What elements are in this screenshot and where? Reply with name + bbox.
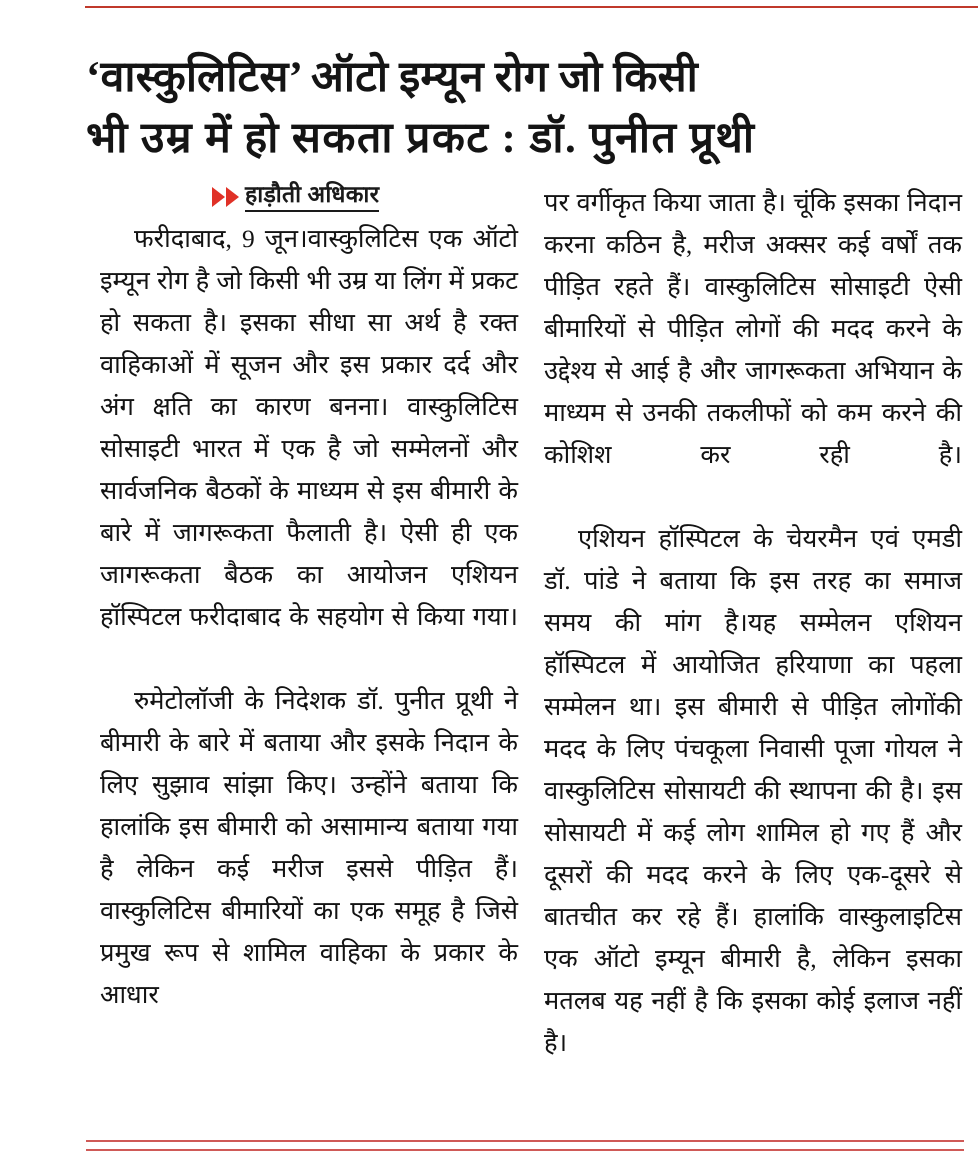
page-title [86, 47, 966, 169]
headline-line-2: भी उम्र में हो सकता प्रकट : डॉ. पुनीत प्रूथी [86, 114, 756, 162]
bottom-rule-divider [86, 1140, 964, 1151]
article-column-left [100, 182, 518, 1122]
article-paragraph: एशियन हॉस्पिटल के चेयरमैन एवं एमडी डॉ. पांडे ने बताया कि इस तरह का समाज समय की मांग है।यह सम्मेलन एशियन हॉस्पिटल में आयोजित हरियाणा का पहला सम्मेलन था। इस बीमारी से पीड़ित लोगोंकी मदद के लिए पंचकूला निवासी पूजा गोयल ने वास्कुलिटिस सोसायटी की स्थापना की है। इस सोसायटी में कई लोग शामिल हो गए हैं और दूसरों की मदद करने के लिए एक-दूसरे से बातचीत कर रहे हैं। हालांकि वास्कुलाइटिस एक ऑटो इम्यून बीमारी है, लेकिन इसका मतलब यह नहीं है कि इसका कोई इलाज नहीं है। [544, 524, 962, 1057]
byline-label: हाड़ौती अधिकार [245, 182, 379, 212]
double-triangle-right-icon [212, 187, 239, 207]
article-paragraph: रुमेटोलॉजी के निदेशक डॉ. पुनीत प्रूथी ने बीमारी के बारे में बताया और इसके निदान के लिए सुझाव सांझा किए। उन्होंने बताया कि हालांकि इस बीमारी को असामान्य बताया गया है लेकिन कई मरीज इससे पीड़ित हैं। वास्कुलिटिस बीमारियों का एक समूह है जिसे प्रमुख रूप से शामिल वाहिका के प्रकार के आधार [100, 686, 518, 1009]
article-column-right [544, 182, 962, 1122]
byline [212, 182, 518, 212]
article-paragraph: फरीदाबाद, 9 जून।वास्कुलिटिस एक ऑटो इम्यून रोग है जो किसी भी उम्र या लिंग में प्रकट हो सकता है। इसका सीधा सा अर्थ है रक्त वाहिकाओं में सूजन और इस प्रकार दर्द और अंग क्षति का कारण बनना। वास्कुलिटिस सोसाइटी भारत में एक है जो सम्मेलनों और सार्वजनिक बैठकों के माध्यम से इस बीमारी के बारे में जागरूकता फैलाती है। ऐसी ही एक जागरूकता बैठक का आयोजन एशियन हॉस्पिटल फरीदाबाद के सहयोग से किया गया। [100, 224, 518, 631]
headline-line-1: ‘वास्कुलिटिस’ ऑटो इम्यून रोग जो किसी [86, 53, 698, 101]
top-rule-divider [85, 6, 978, 8]
article-columns [100, 182, 962, 1122]
article-paragraph: पर वर्गीकृत किया जाता है। चूंकि इसका निदान करना कठिन है, मरीज अक्सर कई वर्षों तक पीड़ित रहते हैं। वास्कुलिटिस सोसाइटी ऐसी बीमारियों से पीड़ित लोगों की मदद करने के उद्देश्य से आई है और जागरूकता अभियान के माध्यम से उनकी तकलीफों को कम करने की कोशिश कर रही है। [544, 188, 962, 469]
